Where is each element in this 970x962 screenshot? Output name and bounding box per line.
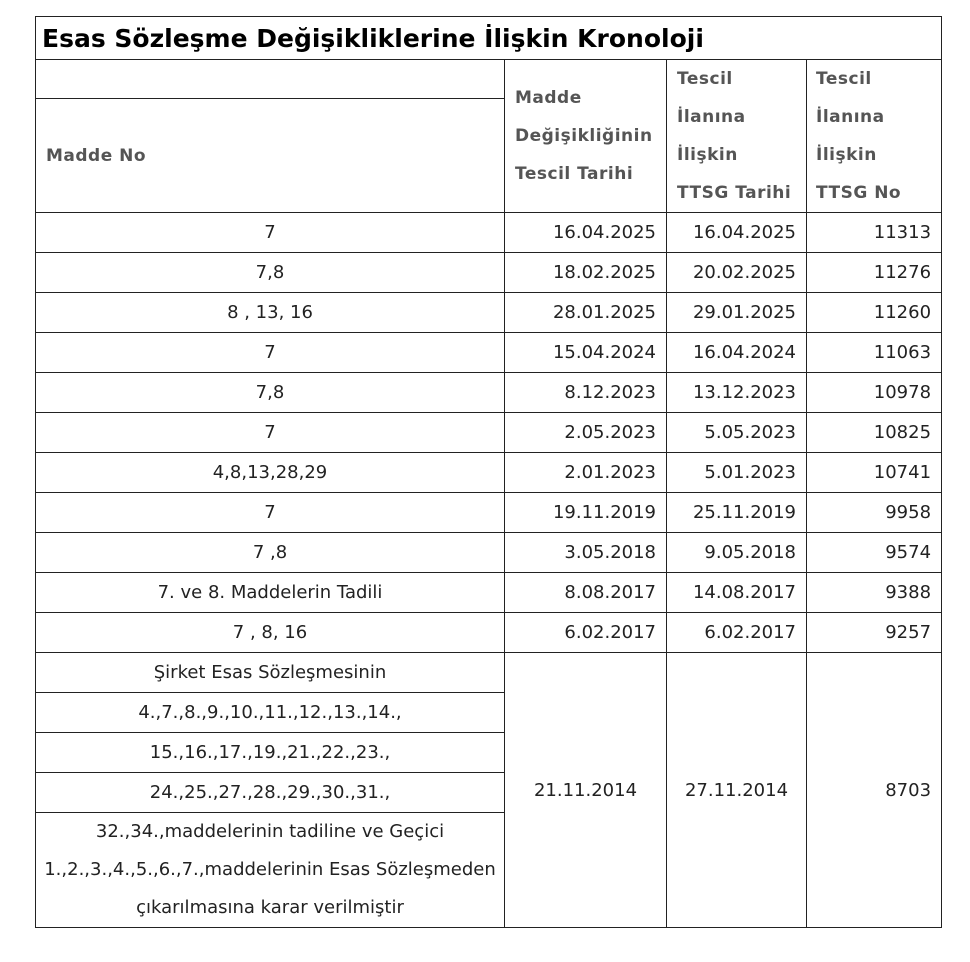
row-tescil-cell: 15.04.2024 bbox=[505, 333, 667, 373]
row-madde-cell: 7 ,8 bbox=[36, 533, 505, 573]
row-ttsg-no-cell: 9574 bbox=[807, 533, 942, 573]
row-tescil-cell: 8.12.2023 bbox=[505, 373, 667, 413]
row-ttsg-no-cell: 9388 bbox=[807, 573, 942, 613]
row-ttsg-tarih-cell: 16.04.2024 bbox=[667, 333, 807, 373]
last-row-madde-final bbox=[36, 813, 505, 928]
row-ttsg-no-cell: 11276 bbox=[807, 253, 942, 293]
row-tescil-cell: 8.08.2017 bbox=[505, 573, 667, 613]
row-ttsg-no-cell: 11260 bbox=[807, 293, 942, 333]
row-tescil-cell: 6.02.2017 bbox=[505, 613, 667, 653]
row-madde-cell: 7 bbox=[36, 213, 505, 253]
row-ttsg-tarih-cell: 29.01.2025 bbox=[667, 293, 807, 333]
chronology-table bbox=[35, 16, 942, 928]
table-row bbox=[36, 453, 942, 493]
header-madde-no: Madde No bbox=[36, 99, 505, 213]
row-ttsg-no-cell: 10825 bbox=[807, 413, 942, 453]
row-ttsg-no-cell: 11313 bbox=[807, 213, 942, 253]
table-row bbox=[36, 613, 942, 653]
row-madde-cell: 7 bbox=[36, 333, 505, 373]
row-tescil-cell: 19.11.2019 bbox=[505, 493, 667, 533]
row-tescil-cell: 18.02.2025 bbox=[505, 253, 667, 293]
row-madde-cell: 7 , 8, 16 bbox=[36, 613, 505, 653]
last-row-madde-line: Şirket Esas Sözleşmesinin bbox=[36, 653, 505, 693]
row-ttsg-tarih-cell: 13.12.2023 bbox=[667, 373, 807, 413]
last-row-ttsg-tarih: 27.11.2014 bbox=[667, 653, 807, 928]
row-ttsg-no-cell: 10741 bbox=[807, 453, 942, 493]
row-ttsg-no-cell: 9958 bbox=[807, 493, 942, 533]
row-ttsg-tarih-cell: 16.04.2025 bbox=[667, 213, 807, 253]
row-ttsg-tarih-cell: 5.01.2023 bbox=[667, 453, 807, 493]
last-row-madde-line: 15.,16.,17.,19.,21.,22.,23., bbox=[36, 733, 505, 773]
row-ttsg-tarih-cell: 14.08.2017 bbox=[667, 573, 807, 613]
table-row bbox=[36, 373, 942, 413]
last-row-madde-line: 24.,25.,27.,28.,29.,30.,31., bbox=[36, 773, 505, 813]
row-madde-cell: 7 bbox=[36, 413, 505, 453]
table-row bbox=[36, 213, 942, 253]
row-tescil-cell: 16.04.2025 bbox=[505, 213, 667, 253]
row-ttsg-tarih-cell: 5.05.2023 bbox=[667, 413, 807, 453]
row-madde-cell: 8 , 13, 16 bbox=[36, 293, 505, 333]
row-tescil-cell: 2.05.2023 bbox=[505, 413, 667, 453]
header-tescil-tarihi: Madde Değişikliğinin Tescil Tarihi bbox=[505, 60, 667, 213]
row-ttsg-no-cell: 9257 bbox=[807, 613, 942, 653]
row-tescil-cell: 3.05.2018 bbox=[505, 533, 667, 573]
row-madde-cell: 7,8 bbox=[36, 253, 505, 293]
row-ttsg-no-cell: 11063 bbox=[807, 333, 942, 373]
table-row bbox=[36, 533, 942, 573]
row-madde-cell: 4,8,13,28,29 bbox=[36, 453, 505, 493]
table-row bbox=[36, 253, 942, 293]
row-madde-cell: 7 bbox=[36, 493, 505, 533]
table-row bbox=[36, 413, 942, 453]
row-madde-cell: 7,8 bbox=[36, 373, 505, 413]
row-madde-cell: 7. ve 8. Maddelerin Tadili bbox=[36, 573, 505, 613]
header-ttsg-tarihi: Tescil İlanına İlişkin TTSG Tarihi bbox=[667, 60, 807, 213]
row-ttsg-tarih-cell: 25.11.2019 bbox=[667, 493, 807, 533]
last-row-tescil: 21.11.2014 bbox=[505, 653, 667, 928]
table-row bbox=[36, 333, 942, 373]
table-row bbox=[36, 573, 942, 613]
last-row-madde-final-line: 32.,34.,maddelerinin tadiline ve Geçici bbox=[95, 821, 445, 842]
table-row bbox=[36, 293, 942, 333]
table-row bbox=[36, 493, 942, 533]
last-row-madde-final-line: çıkarılmasına karar verilmiştir bbox=[136, 897, 404, 918]
header-empty bbox=[36, 60, 505, 99]
last-row-madde-line: 4.,7.,8.,9.,10.,11.,12.,13.,14., bbox=[36, 693, 505, 733]
table-title: Esas Sözleşme Değişikliklerine İlişkin Kronoloji bbox=[36, 17, 942, 60]
header-ttsg-no: Tescil İlanına İlişkin TTSG No bbox=[807, 60, 942, 213]
last-row-madde-final-line: 1.,2.,3.,4.,5.,6.,7.,maddelerinin Esas Sözleşmeden bbox=[44, 859, 496, 880]
row-ttsg-no-cell: 10978 bbox=[807, 373, 942, 413]
row-ttsg-tarih-cell: 20.02.2025 bbox=[667, 253, 807, 293]
row-tescil-cell: 2.01.2023 bbox=[505, 453, 667, 493]
row-tescil-cell: 28.01.2025 bbox=[505, 293, 667, 333]
row-ttsg-tarih-cell: 6.02.2017 bbox=[667, 613, 807, 653]
last-row-ttsg-no: 8703 bbox=[807, 653, 942, 928]
row-ttsg-tarih-cell: 9.05.2018 bbox=[667, 533, 807, 573]
